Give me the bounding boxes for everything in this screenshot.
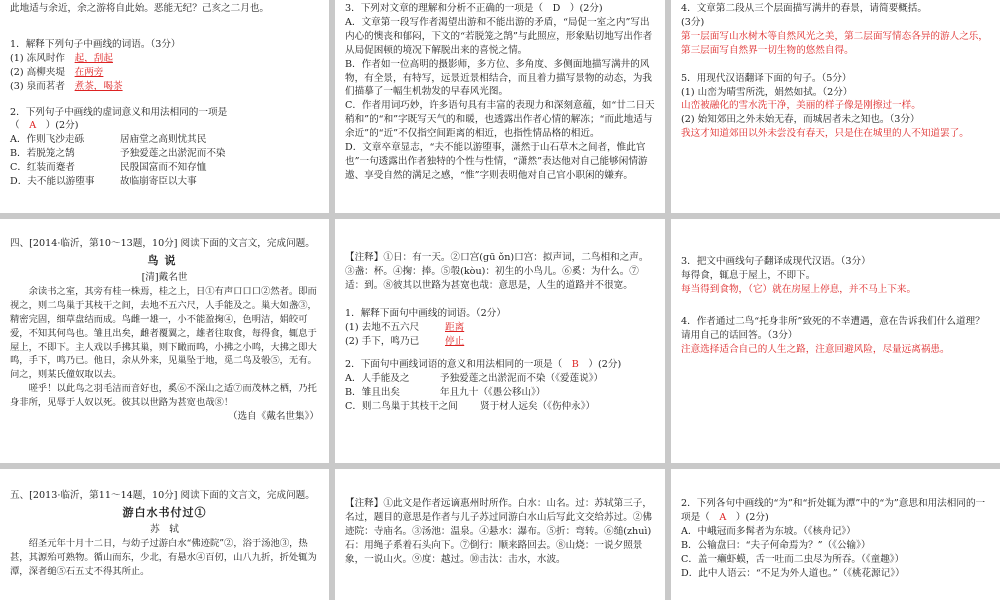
page-panel-5 [335,219,665,463]
q5-item-2: (2) 始知郊田之外未始无春，而城居者未之知也。（3分） [681,114,920,126]
q2-options [10,133,319,189]
option-c: C．红装而蹇者 民殷国富而不知存恤 [10,162,207,174]
question-4-answer: 注意选择适合自己的人生之路，注意回避风险，尽量远离祸患。 [681,343,950,355]
question-4: 4．作者通过二鸟“托身非所”致死的不幸遭遇，意在告诉我们什么道理？请用自己的话回答。（3分） [681,315,985,341]
q1-item-2: (2) 手下，鸣乃已 停止 [345,335,465,347]
question-3: 3．把文中画线句子翻译成现代汉语。（3分） [681,256,871,267]
article-author: [清]戴名世 [141,271,188,283]
article-body-2: 嗟乎！以此鸟之羽毛洁而音好也，奚⑥不深山之适⑦而茂林之栖，乃托身非所，见辱于人奴以死。彼其以世路为甚宽也哉⑧！ [10,383,317,409]
article-body: 绍圣元年十月十二日，与幼子过游白水“佛迹院”②，浴于汤池③，热甚，其源殆可熟物。循山而东，少北，有悬水④百仞，山八九折，折处辄为潭，深者缒⑤石五丈不得其所止。 [10,537,317,577]
annotation: 【注释】①日：有一天。②口宫(gū ǒn)口宫：拟声词，二鸟相和之声。③盏：杯。④掬：捧。⑤彀(kòu)：初生的小鸟儿。⑥奚：为什么。⑦适：到。⑧彼其以世路为甚宽也哉：意思是，人生的道路并不很宽。 [345,252,649,291]
page-panel-2 [335,0,665,213]
question-4-answer: 第一层面写山水树木等自然风光之美，第二层面写情态各异的游人之乐，第三层面写自然界一切生物的悠然自得。 [681,30,988,56]
page-panel-1 [0,0,329,213]
option-b: B．雏且出矣 年且九十（《愚公移山》） [345,387,546,399]
option-c: C．则二鸟巢于其枝干之间 贤于材人远矣（《伤仲永》） [345,401,596,413]
question-1: 1．解释下面句中画线的词语。（2分） [345,307,506,319]
section-heading: 四、[2014·临沂，第10～13题，10分] 阅读下面的文言文，完成问题。 [10,238,315,249]
option-d: D．文章卒章显志，“夫不能以游堕事，潇然于山石草木之间者，惟此官也”一句透露出作者独特的个性与性情，“潇然”表达他对自己能够闲情游遨、享受自然的满足之感，“惟”字则表明他对自己官小职闲的嫌弃。 [345,142,648,181]
option-a: A．中峨冠而多髯者为东坡。（《核舟记》） [681,525,856,537]
article-title: 鸟说 [147,253,182,267]
article-title: 游白水书付过① [122,505,207,519]
page-panel-3 [671,0,1000,213]
question-4: 4．文章第二段从三个层面描写满井的春景，请简要概括。 [681,3,927,14]
option-c: C．盖一癞虾蟆，舌一吐而二虫尽为所吞。（《童趣》） [681,553,905,565]
page-panel-8 [335,469,665,600]
question-3: 3．下列对文章的理解和分析不正确的一项是（ D ）(2分) [345,3,603,14]
page-panel-6 [671,219,1000,463]
q1-item-1: (1) 冻风时作 起，刮起 [10,52,113,64]
q1-item-1: (1) 去地不五六尺 距离 [345,321,465,333]
article-body-1: 余读书之室，其旁有桂一株焉，桂之上，日①有声口口口②然者。即而视之，则二鸟巢于其枝干之间，去地不五六尺，人手能及之。巢大如盏③，精密完固，细草盘结而成。鸟雌一雄一，小不能盈掬④，色明洁，娟皎可爱，不知其何鸟也。雏且出矣，雌者覆翼之，雄者往取食，每得食，辄息于屋上，不即下。主人戏以手拂其巢，则下瞰而鸣，小拂之小鸣，大拂之即大鸣，手下，鸣乃已。他日，余从外来，见巢坠于地，觅二鸟及彀⑤，无有。问之，则某氏僮奴取以去。 [10,285,317,381]
q5-item-1-answer: 山峦被融化的雪水洗干净，美丽的样子像是刚擦过一样。 [681,100,921,112]
option-d: D．此中人语云：“不足为外人道也。”（《桃花源记》） [681,567,905,579]
question-3-answer: 每当得到食物，（它）就在房屋上停息，并不马上下来。 [681,283,917,295]
passage-ending: 此地适与余近，余之游将自此始。恶能无纪？己亥之二月也。 [10,3,270,14]
question-2: 2．下面句中画线词语的意义和用法相同的一项是（ B ）(2分) [345,359,622,371]
article-author: 苏 轼 [150,523,179,535]
option-b: B．公输盘曰：“夫子何命焉为？”（《公输》） [681,539,871,551]
section-heading: 五、[2013·临沂，第11～14题，10分] 阅读下面的文言文，完成问题。 [10,490,315,501]
option-a: A．文章第一段写作者渴望出游和不能出游的矛盾，“局促一室之内”写出内心的懊丧和郁闷，下文的“若脱笼之鹄”与此照应，形象贴切地写出作者从局促困顿的境况下解脱出来的喜悦之情。 [345,16,653,56]
annotation: 【注释】①此文是作者远谪惠州时所作。白水：山名。过：苏轼第三子，名过，题目的意思是作者与儿子苏过同游白水山后写此文交给苏过。②佛迹院：寺庙名。③汤池：温泉。④悬水：瀑布。⑤折：弯转。⑥缒(zhuì)石：用绳子系着石头向下。⑦倒行：顺来路回去。⑧山烧：一说夕照景象，一说山火。⑨度：越过。⑩击汰：击水，水波。 [345,498,652,565]
question-1: 1．解释下列句子中画线的词语。（3分） [10,38,181,50]
option-c: C．作者用词巧妙，许多语句具有丰富的表现力和深刻意蕴，如“廿二日天稍和”的“和”字既写天气的和暖，也透露出作者心情的解冻；“而此地适与余近”的“近”不仅指空间距离的相近，也指性情品格的相近。 [345,100,655,140]
option-a: A．人手能及之 予独爱莲之出淤泥而不染（《爱莲说》） [345,373,604,385]
q5-item-2-answer: 我这才知道郊田以外未尝没有春天，只是住在城里的人不知道罢了。 [681,128,969,140]
option-b: B．若脱笼之鹄 予独爱莲之出淤泥而不染 [10,148,226,160]
page-panel-4 [0,219,329,463]
question-3-source: 每得食，辄息于屋上，不即下。 [681,269,816,281]
page-panel-7 [0,469,329,600]
question-4-points: (3分) [681,16,705,28]
q1-item-2: (2) 高柳夹堤 在两旁 [10,66,104,78]
question-2: 2．下列各句中画线的“为”和“折处辄为潭”中的“为”意思和用法相同的一项是（ A ）(2分) [681,498,986,523]
page-panel-9 [671,469,1000,600]
q5-item-1: (1) 山峦为晴雪所洗，娟然如拭。（2分） [681,86,853,98]
question-5: 5．用现代汉语翻译下面的句子。（5分） [681,72,852,84]
q1-item-3: (3) 泉而茗者 煮茶，喝茶 [10,80,123,92]
article-source: （选自《戴名世集》） [227,411,319,423]
q2-answer: （ A ）(2分) [10,120,79,132]
option-a: A．作则飞沙走砾 居庙堂之高则忧其民 [10,134,207,146]
option-d: D．夫不能以游堕事 故临崩寄臣以大事 [10,176,197,188]
question-2: 2．下列句子中画线的虚词意义和用法相同的一项是 [10,106,228,118]
option-b: B．作者如一位高明的摄影师，多方位、多角度、多侧面地描写满井的风物，有全景，有特写，远景近景相结合，而且着力描写景物的动态，为我们描摹了一幅生机勃发的早春风光图。 [345,58,652,98]
